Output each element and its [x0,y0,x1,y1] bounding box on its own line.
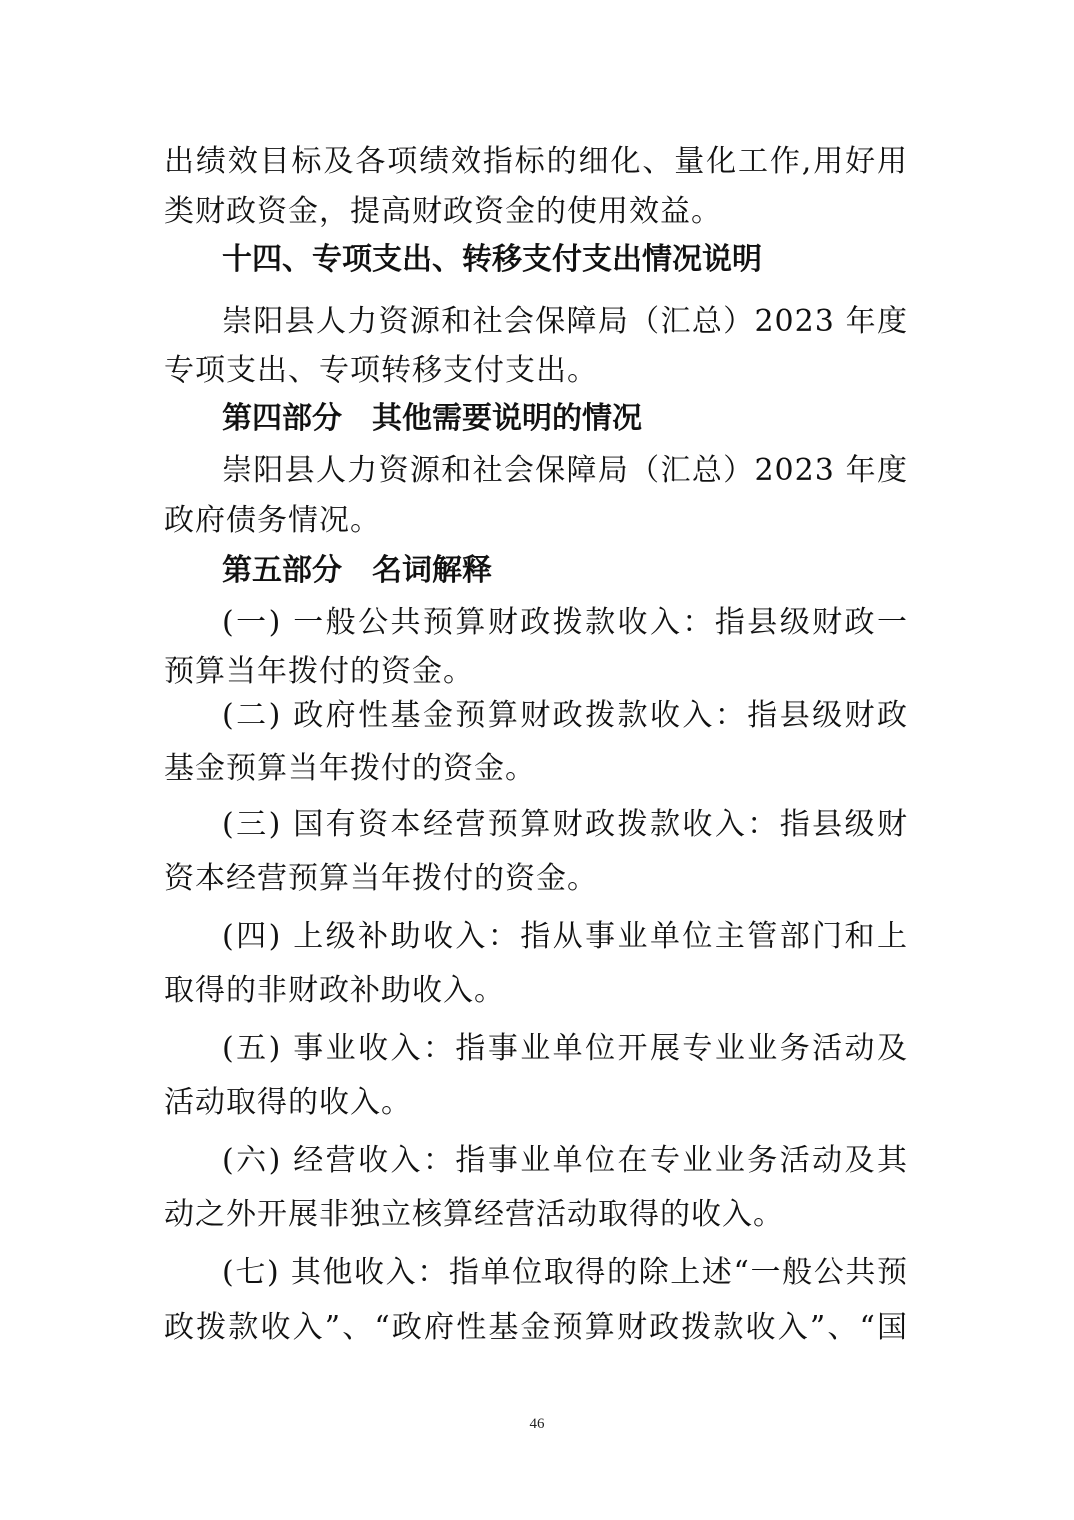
body-text-line: 崇阳县人力资源和社会保障局（汇总）2023 年度 [222,304,908,339]
term-definition-line: 取得的非财政补助收入。 [164,973,505,1008]
term-definition-line: 基金预算当年拨付的资金。 [164,751,536,786]
body-text-line: 专项支出、专项转移支付支出。 [164,353,598,388]
term-definition-line: (二) 政府性基金预算财政拨款收入：指县级财政 [222,698,908,733]
page-number: 46 [529,1416,545,1432]
part-heading: 第五部分 名词解释 [222,553,492,588]
section-heading: 十四、专项支出、转移支付支出情况说明 [222,242,762,277]
term-definition-line: (一) 一般公共预算财政拨款收入：指县级财政一 [222,605,908,640]
term-definition-line: (三) 国有资本经营预算财政拨款收入：指县级财 [222,807,908,842]
term-definition-line: 动之外开展非独立核算经营活动取得的收入。 [164,1197,784,1232]
body-text-line: 出绩效目标及各项绩效指标的细化、量化工作,用好用 [164,144,908,179]
term-definition-line: 活动取得的收入。 [164,1085,412,1120]
term-definition-line: (七) 其他收入：指单位取得的除上述“一般公共预 [222,1255,908,1290]
term-definition-line: 资本经营预算当年拨付的资金。 [164,861,598,896]
body-text-line: 类财政资金，提高财政资金的使用效益。 [164,194,722,229]
term-definition-line: (四) 上级补助收入：指从事业单位主管部门和上 [222,919,908,954]
term-definition-line: 预算当年拨付的资金。 [164,654,474,689]
part-heading: 第四部分 其他需要说明的情况 [222,401,642,436]
term-definition-line: (五) 事业收入：指事业单位开展专业业务活动及 [222,1031,908,1066]
term-definition-line: 政拨款收入”、“政府性基金预算财政拨款收入”、“国 [164,1310,908,1345]
body-text-line: 崇阳县人力资源和社会保障局（汇总）2023 年度 [222,453,908,488]
body-text-line: 政府债务情况。 [164,503,381,538]
term-definition-line: (六) 经营收入：指事业单位在专业业务活动及其 [222,1143,908,1178]
